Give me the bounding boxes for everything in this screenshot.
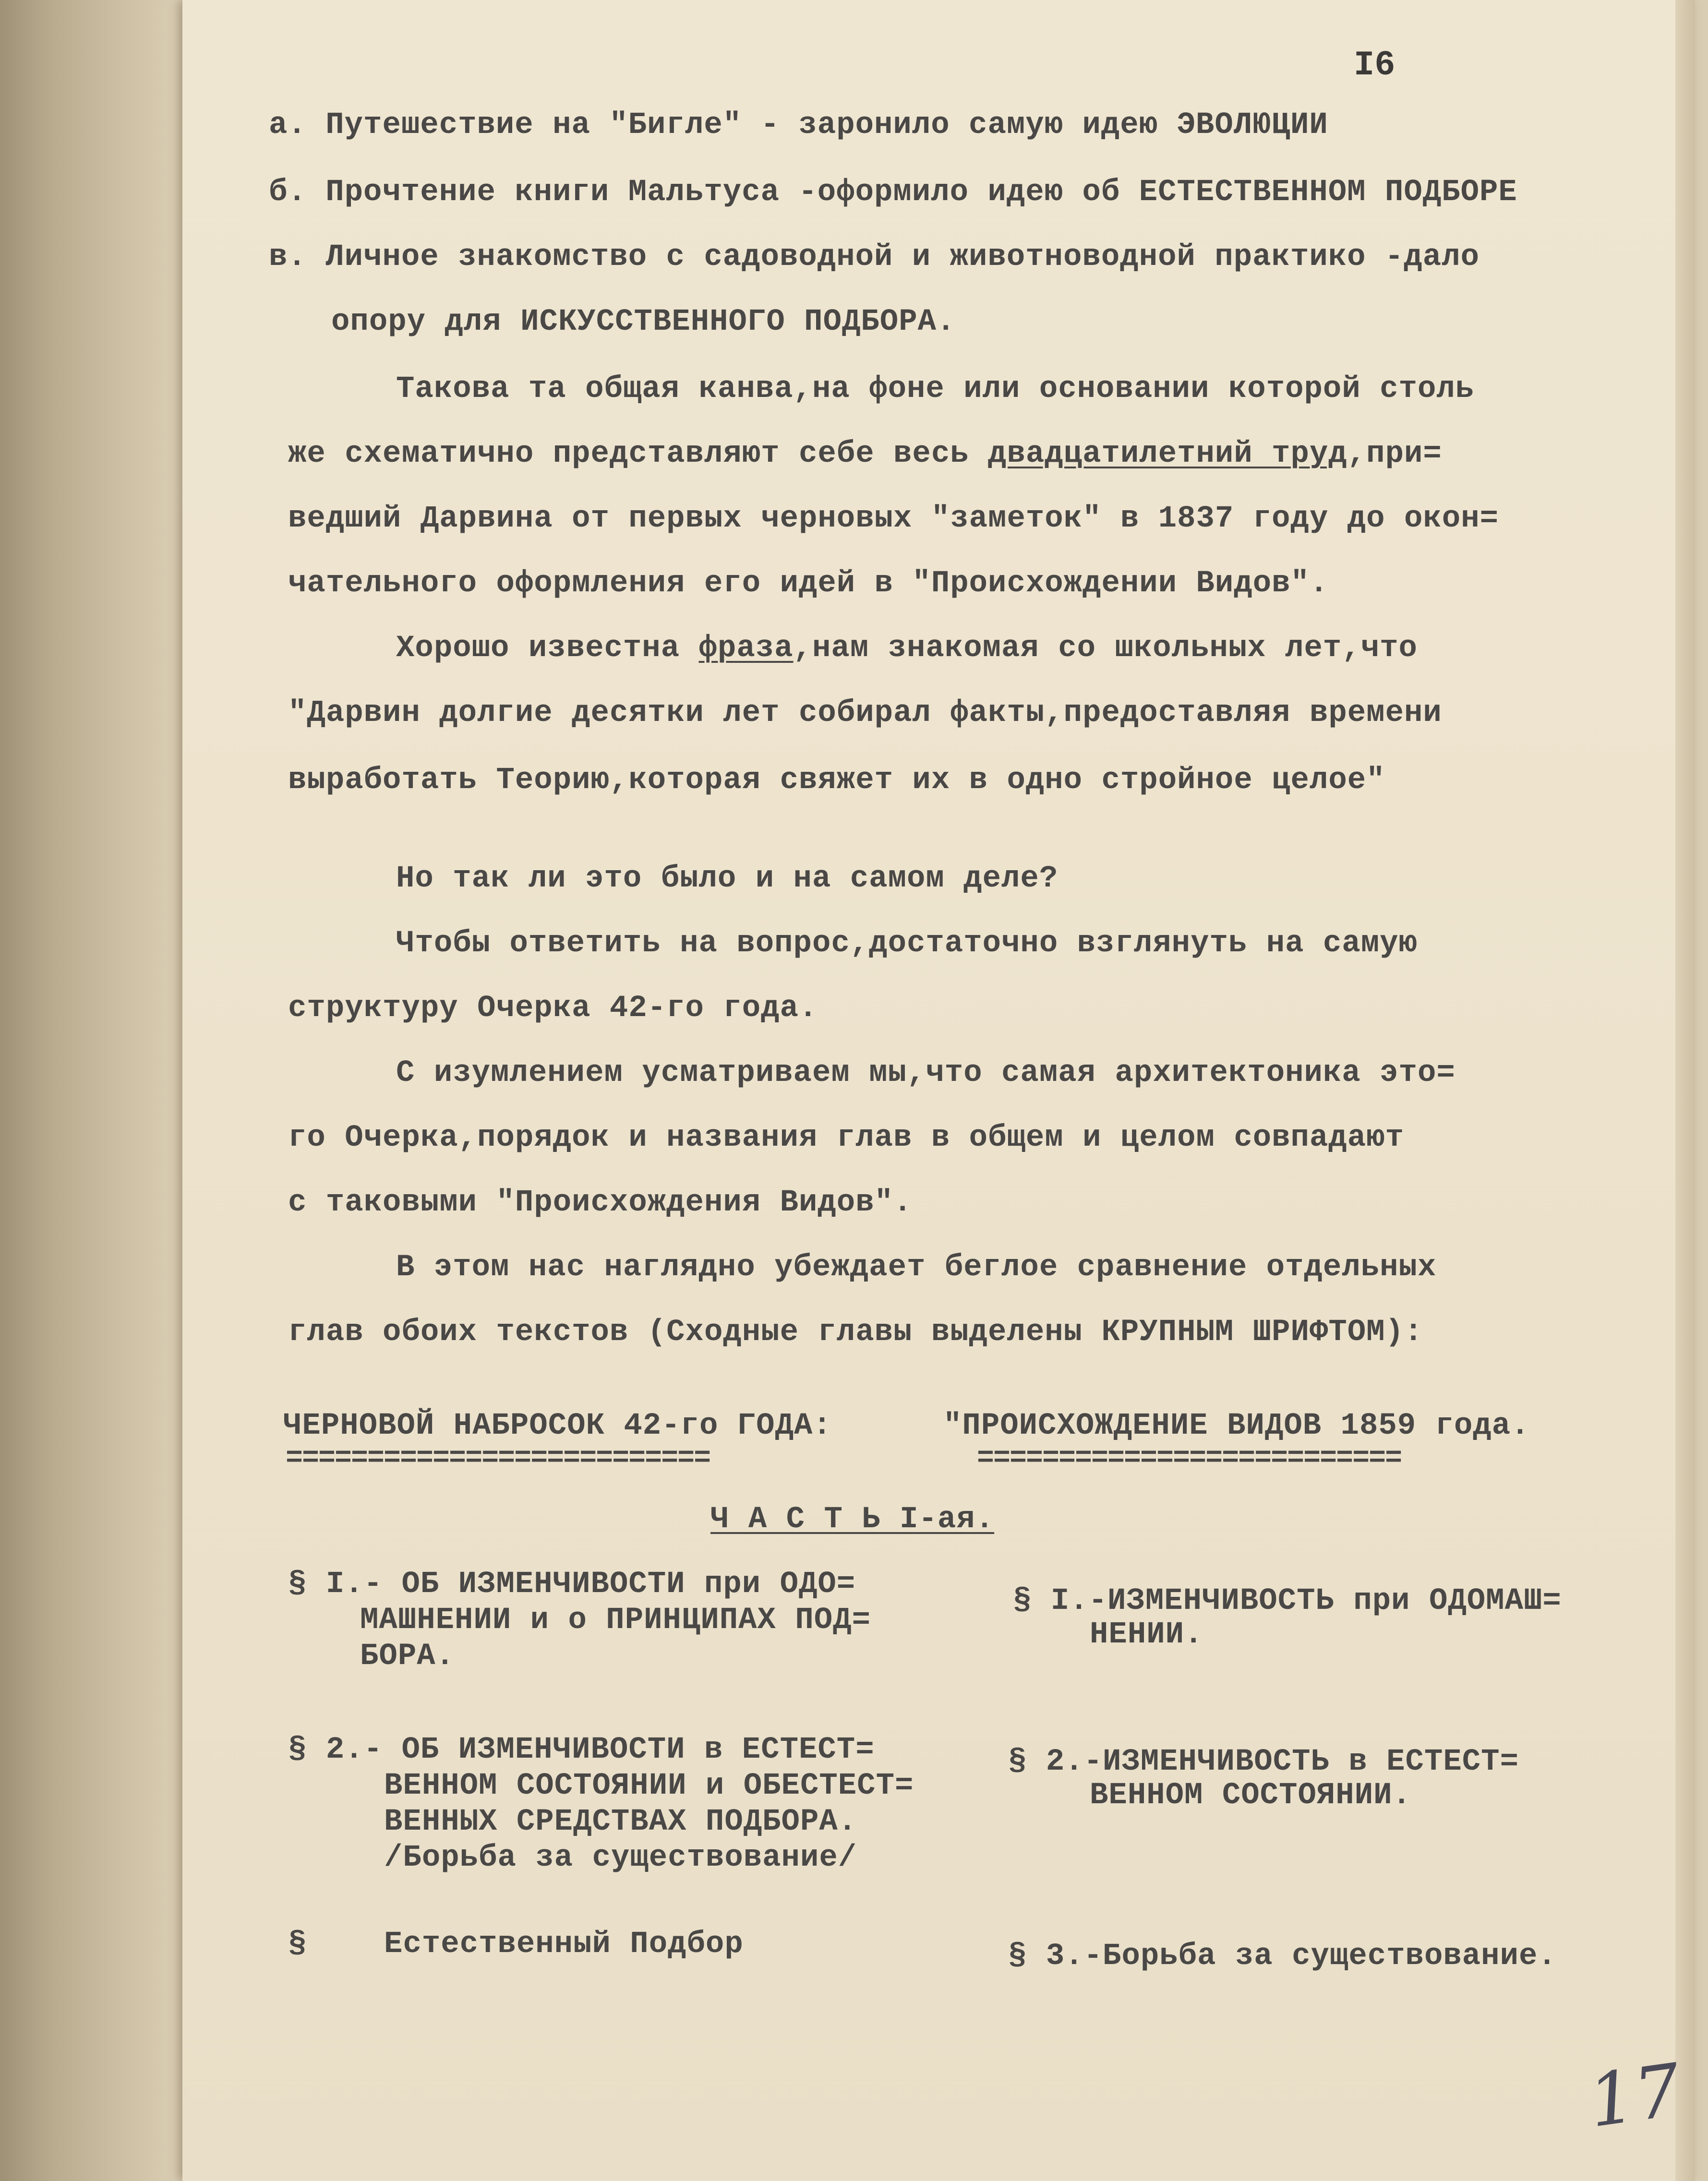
- left-section-1-line-3: БОРА.: [360, 1639, 455, 1674]
- text-line-9: [396, 631, 1418, 666]
- text-line-17: с таковыми "Происхождения Видов".: [288, 1186, 913, 1220]
- right-section-1-line-2: НЕНИИ.: [1090, 1618, 1203, 1652]
- text-line-6-part-b: ,при=: [1347, 437, 1442, 471]
- text-line-9-part-a: Хорошо известна: [396, 631, 699, 666]
- text-line-12: Но так ли это было и на самом деле?: [396, 862, 1058, 896]
- text-line-5: Такова та общая канва,на фоне или основании которой столь: [396, 372, 1475, 407]
- left-section-3-text: Естественный Подбор: [384, 1927, 744, 1962]
- text-line-11: выработать Теорию,которая свяжет их в одно стройное целое": [288, 763, 1385, 798]
- text-line-9-part-b: ,нам знакомая со школьных лет,что: [793, 631, 1418, 666]
- left-section-2-line-3: ВЕННЫХ СРЕДСТВАХ ПОДБОРА.: [384, 1805, 857, 1839]
- text-line-18: В этом нас наглядно убеждает беглое сравнение отдельных: [396, 1250, 1437, 1285]
- right-heading-rule: ==========================: [977, 1442, 1402, 1475]
- text-line-8: чательного оформления его идей в "Происхождении Видов".: [288, 566, 1329, 601]
- text-line-2: б. Прочтение книги Мальтуса -оформило идею об ЕСТЕСТВЕННОМ ПОДБОРЕ: [269, 175, 1517, 210]
- left-section-1-line-1: § I.- ОБ ИЗМЕНЧИВОСТИ при ОДО=: [288, 1567, 856, 1602]
- left-heading-rule: ==========================: [286, 1442, 710, 1475]
- left-column-heading: ЧЕРНОВОЙ НАБРОСОК 42-го ГОДА:: [283, 1409, 832, 1443]
- text-line-7: ведший Дарвина от первых черновых "заметок" в 1837 году до окон=: [288, 502, 1499, 536]
- underlined-word: фраза: [698, 631, 794, 666]
- right-section-1-line-1: § I.-ИЗМЕНЧИВОСТЬ при ОДОМАШ=: [1013, 1584, 1562, 1618]
- left-section-3-mark: §: [288, 1927, 307, 1962]
- right-section-2-line-1: § 2.-ИЗМЕНЧИВОСТЬ в ЕСТЕСТ=: [1008, 1745, 1519, 1779]
- right-column-heading: "ПРОИСХОЖДЕНИЕ ВИДОВ 1859 года.: [943, 1409, 1530, 1443]
- text-line-6-part-a: же схематично представляют себе весь: [288, 437, 988, 471]
- handwritten-folio-number: 17: [1583, 2048, 1686, 2144]
- left-section-2-line-4: /Борьба за существование/: [384, 1841, 857, 1875]
- text-line-19: глав обоих текстов (Сходные главы выделены КРУПНЫМ ШРИФТОМ):: [288, 1315, 1423, 1350]
- left-section-1-line-2: МАШНЕНИИ и о ПРИНЦИПАХ ПОД=: [360, 1603, 871, 1638]
- right-section-2-line-2: ВЕННОМ СОСТОЯНИИ.: [1090, 1778, 1411, 1813]
- page-edge: [1675, 0, 1695, 2181]
- underlined-phrase: двадцатилетний труд: [988, 437, 1347, 471]
- page-number: I6: [1354, 46, 1395, 85]
- binding-shadow: [0, 0, 173, 2181]
- text-line-1: а. Путешествие на "Бигле" - заронило самую идею ЭВОЛЮЦИИ: [269, 108, 1328, 143]
- text-line-14: структуру Очерка 42-го года.: [288, 991, 818, 1026]
- right-section-3: § 3.-Борьба за существование.: [1008, 1939, 1557, 1974]
- text-line-6: [288, 437, 1442, 471]
- part-heading: Ч А С Т Ь I-ая.: [710, 1502, 995, 1537]
- text-line-4: опору для ИСКУССТВЕННОГО ПОДБОРА.: [331, 305, 956, 339]
- text-line-10: "Дарвин долгие десятки лет собирал факты,предоставляя времени: [288, 696, 1442, 731]
- left-section-2-line-1: § 2.- ОБ ИЗМЕНЧИВОСТИ в ЕСТЕСТ=: [288, 1733, 875, 1767]
- text-line-3: в. Личное знакомство с садоводной и животноводной практико -дало: [269, 240, 1479, 275]
- text-line-15: С изумлением усматриваем мы,что самая архитектоника это=: [396, 1056, 1455, 1090]
- left-section-2-line-2: ВЕННОМ СОСТОЯНИИ и ОБЕСТЕСТ=: [384, 1769, 914, 1803]
- text-line-16: го Очерка,порядок и названия глав в общем и целом совпадают: [288, 1121, 1404, 1155]
- text-line-13: Чтобы ответить на вопрос,достаточно взглянуть на самую: [396, 926, 1418, 961]
